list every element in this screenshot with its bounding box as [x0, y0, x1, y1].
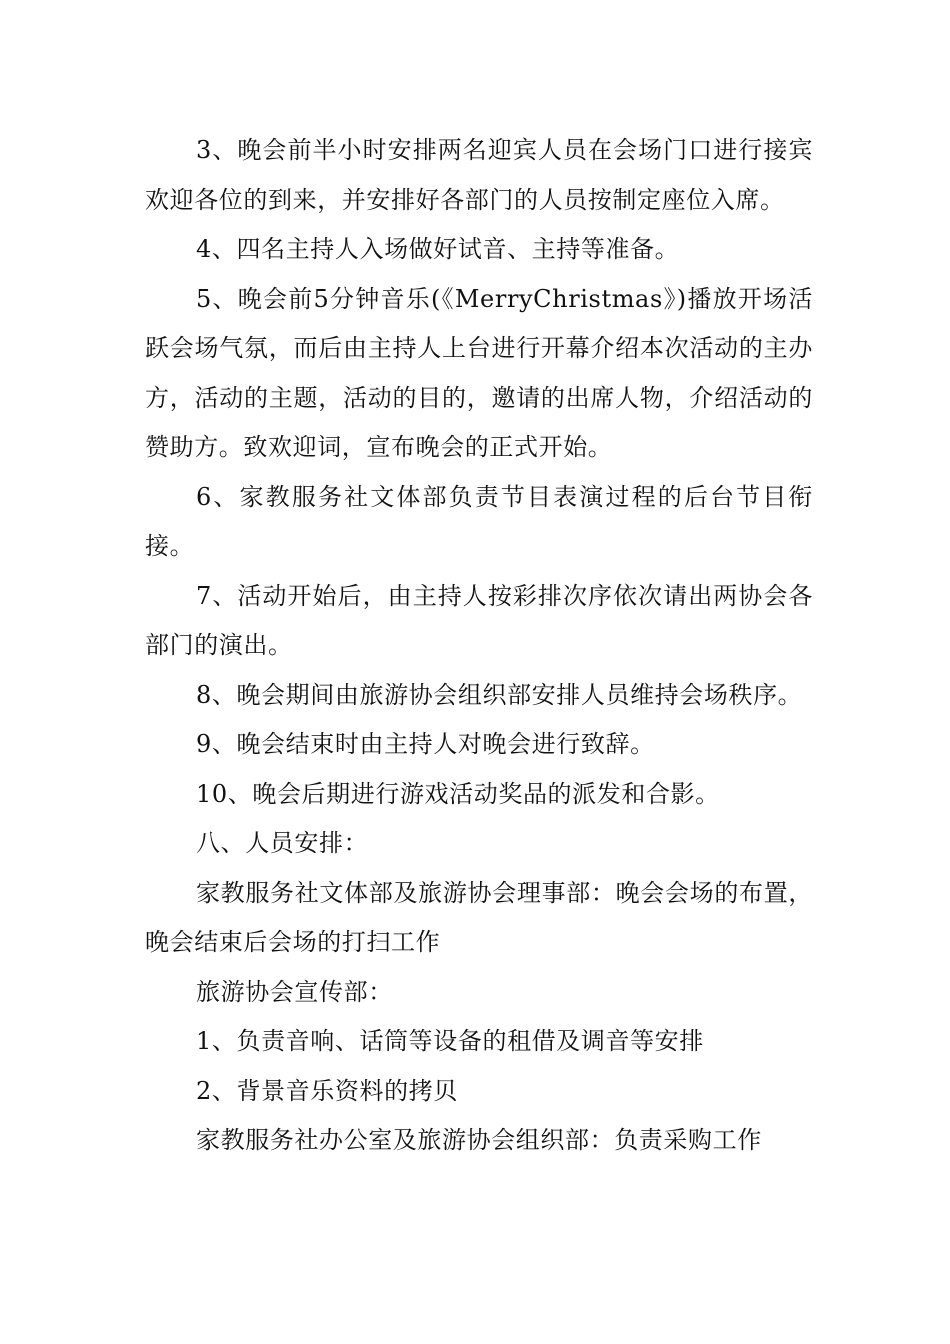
paragraph-closing-speech: 9、晚会结束时由主持人对晚会进行致辞。 — [196, 730, 655, 758]
document-body — [145, 126, 813, 1166]
paragraph-audio-equipment: 1、负责音响、话筒等设备的租借及调音等安排 — [196, 1027, 704, 1055]
paragraph-order: 8、晚会期间由旅游协会组织部安排人员维持会场秩序。 — [196, 680, 803, 709]
paragraph-hosts-prepare: 4、四名主持人入场做好试音、主持等准备。 — [196, 235, 680, 263]
paragraph-venue-setup: 家教服务社文体部及旅游协会理事部：晚会会场的布置，晚会结束后会场的打扫工作 — [145, 878, 813, 956]
paragraph-music-copy: 2、背景音乐资料的拷贝 — [196, 1076, 458, 1105]
paragraph-reception: 3、晚会前半小时安排两名迎宾人员在会场门口进行接宾欢迎各位的到来，并安排好各部门的人员按制定座位入席。 — [145, 136, 813, 214]
paragraph-publicity-dept: 旅游协会宣传部： — [196, 977, 393, 1006]
paragraph-purchasing: 家教服务社办公室及旅游协会组织部：负责采购工作 — [196, 1126, 762, 1154]
section-heading-staffing: 八、人员安排： — [196, 829, 369, 857]
paragraph-performances: 7、活动开始后，由主持人按彩排次序依次请出两协会各部门的演出。 — [145, 581, 813, 659]
paragraph-prizes: 10、晚会后期进行游戏活动奖品的派发和合影。 — [196, 779, 720, 808]
paragraph-backstage: 6、家教服务社文体部负责节目表演过程的后台节目衔接。 — [145, 482, 813, 560]
paragraph-opening: 5、晚会前5分钟音乐(《MerryChristmas》)播放开场活跃会场气氛，而后由主持人上台进行开幕介绍本次活动的主办方，活动的主题，活动的目的，邀请的出席人物，介绍活动的赞助方。致欢迎词，宣布晚会的正式开始。 — [145, 284, 813, 461]
